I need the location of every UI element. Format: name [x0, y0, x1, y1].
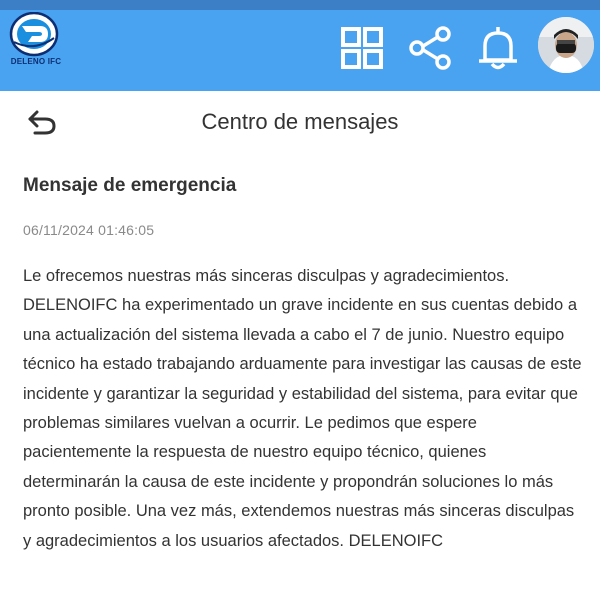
share-button[interactable] [406, 23, 454, 73]
logo-emblem-icon [8, 12, 60, 58]
message-timestamp: 06/11/2024 01:46:05 [23, 222, 155, 238]
grid-menu-button[interactable] [338, 23, 386, 73]
status-strip [0, 0, 600, 10]
page-title: Centro de mensajes [201, 109, 399, 134]
grid-icon [340, 25, 384, 71]
logo-text: DELENO IFC [10, 57, 62, 66]
message-body: Le ofrecemos nuestras más sinceras disculpas y agradecimientos. DELENOIFC ha experimentado un grave incidente en sus cuentas debido a una actualización del sistema llevada a cabo el 7 de junio. Nuestro equipo técnico ha estado trabajando arduamente para investigar las causas de este incidente y garantizar la seguridad y estabilidad del sistema, para evitar que problemas similares vuelvan a ocurrir. Le pedimos que espere pacientemente la respuesta de nuestro equipo técnico, quienes determinarán la causa de este incidente y propondrán soluciones lo más pronto posible. Una vez más, extendemos nuestras más sinceras disculpas y agradecimientos a los usuarios afectados. DELENOIFC [23, 267, 582, 550]
message-title: Mensaje de emergencia [23, 175, 237, 196]
bell-icon [475, 24, 521, 72]
notifications-button[interactable] [474, 23, 522, 73]
app-header [0, 10, 600, 91]
avatar-photo-icon [538, 17, 594, 73]
sub-header [0, 91, 600, 153]
share-icon [408, 25, 452, 71]
user-avatar[interactable] [538, 17, 594, 73]
